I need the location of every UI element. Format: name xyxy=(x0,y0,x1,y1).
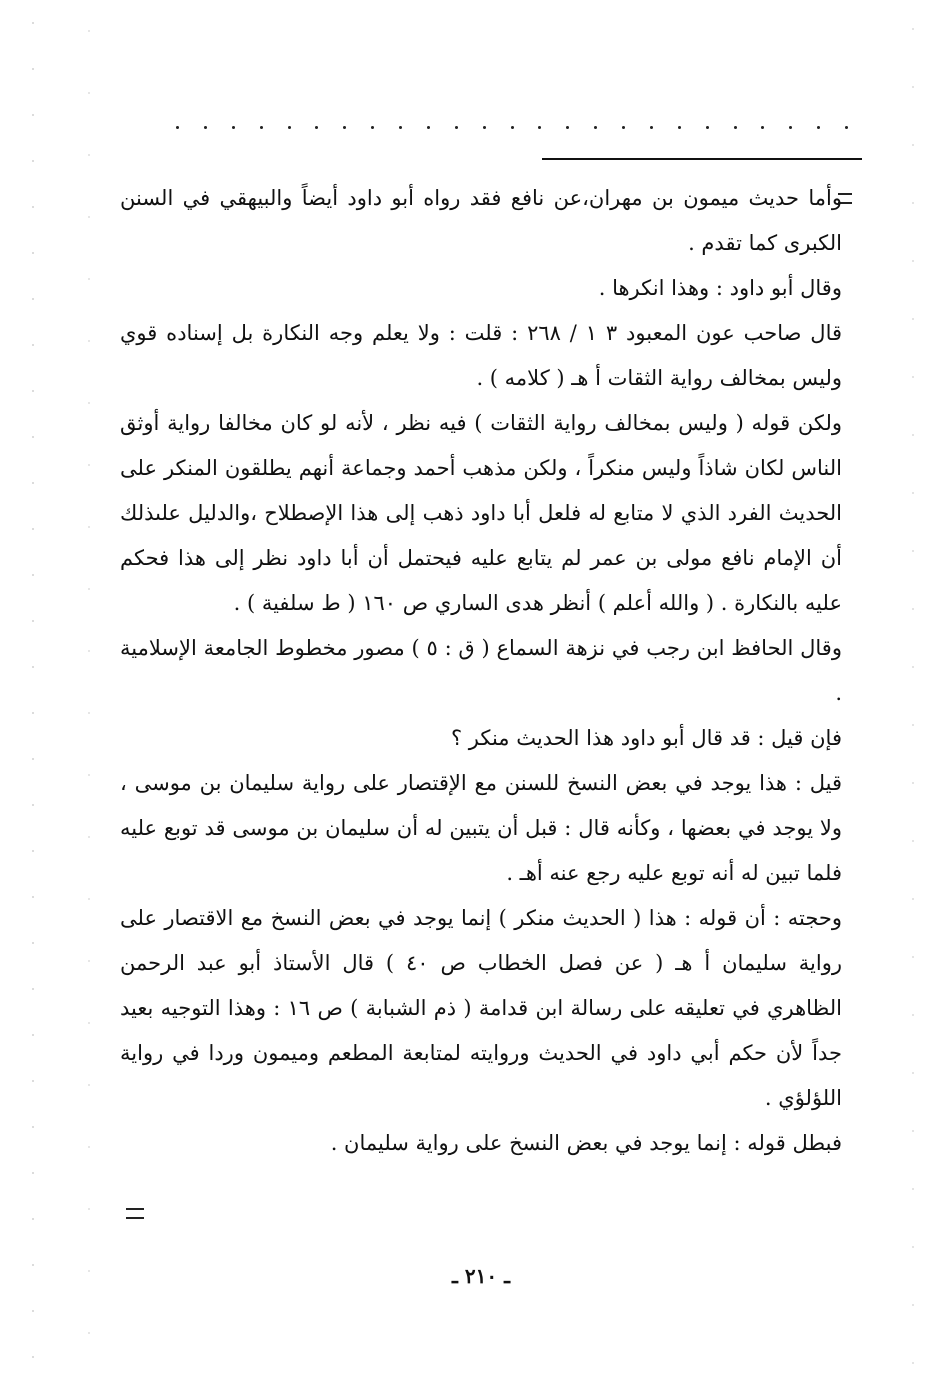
separator-dot xyxy=(399,126,402,129)
separator-dot xyxy=(232,126,235,129)
continuation-mark-bottom xyxy=(126,1208,144,1219)
separator-dot xyxy=(678,126,681,129)
paragraph-abu-dawud-statement: وقال أبو داود : وهذا انكرها . xyxy=(598,276,842,300)
separator-dot xyxy=(455,126,458,129)
footnote-rule xyxy=(542,158,862,160)
separator-dot xyxy=(511,126,514,129)
paragraph-ibn-rajab: وقال الحافظ ابن رجب في نزهة السماع ( ق : ٥ ) مصور مخطوط الجامعة الإسلامية . xyxy=(120,636,842,705)
separator-dot xyxy=(538,126,541,129)
separator-dot xyxy=(817,126,820,129)
separator-dot xyxy=(260,126,263,129)
separator-dot xyxy=(204,126,207,129)
separator-dot xyxy=(650,126,653,129)
separator-dot xyxy=(622,126,625,129)
separator-dot xyxy=(427,126,430,129)
separator-dot xyxy=(734,126,737,129)
separator-dot xyxy=(594,126,597,129)
paragraph-argument: وحجته : أن قوله : هذا ( الحديث منكر ) إنما يوجد في بعض النسخ مع الاقتصار على رواية سليمان أ هـ ( عن فصل الخطاب ص ٤٠ ) قال الأستاذ أبو عبد الرحمن الظاهري في تعليقه على رسالة ابن قدامة ( ذم الشبابة ) ص ١٦ : وهذا التوجيه بعيد جداً لأن حكم أبي داود في الحديث وروايته لمتابعة المطعم وميمون وردا في رواية اللؤلؤي . xyxy=(120,906,843,1110)
separator-dot xyxy=(483,126,486,129)
paragraph-critique: ولكن قوله ( وليس بمخالف رواية الثقات ) فيه نظر ، لأنه لو كان مخالفا رواية أوثق الناس لكان شاذاً وليس منكراً ، ولكن مذهب أحمد وجماعة أنهم يطلقون المنكر على الحديث الفرد الذي لا متابع له فلعل أبا داود ذهب إلى هذا الإصطلاح ،والدليل علىذلك أن الإمام نافع مولى بن عمر لم يتابع عليه فيحتمل أن أبا داود نظر إلى هذا فحكم عليه بالنكارة . ( والله أعلم ) أنظر هدى الساري ص ١٦٠ ( ط سلفية ) . xyxy=(120,411,842,615)
footnote-text-block xyxy=(120,176,842,1166)
separator-dot xyxy=(789,126,792,129)
separator-dot xyxy=(176,126,179,129)
separator-dot xyxy=(343,126,346,129)
dotted-separator xyxy=(176,122,848,132)
scan-speckle-left xyxy=(32,0,34,1376)
scan-speckle-right xyxy=(912,0,914,1376)
paragraph-maymun-hadith: وأما حديث ميمون بن مهران،عن نافع فقد رواه أبو داود أيضاً والبيهقي في السنن الكبرى كما تقدم . xyxy=(120,186,842,255)
paragraph-question: فإن قيل : قد قال أبو داود هذا الحديث منكر ؟ xyxy=(450,726,842,750)
separator-dot xyxy=(371,126,374,129)
separator-dot xyxy=(845,126,848,129)
separator-dot xyxy=(706,126,709,129)
paragraph-conclusion: فبطل قوله : إنما يوجد في بعض النسخ على رواية سليمان . xyxy=(330,1131,842,1155)
paragraph-awn-al-mabud: قال صاحب عون المعبود ۳ ۱ / ۲٦۸ : قلت : ولا يعلم وجه النكارة بل إسناده قوي وليس بمخالف رواية الثقات أ هـ ( كلامه ) . xyxy=(120,321,843,390)
separator-dot xyxy=(761,126,764,129)
separator-dot xyxy=(566,126,569,129)
paragraph-answer: قيل : هذا يوجد في بعض النسخ للسنن مع الإقتصار على رواية سليمان بن موسى ، ولا يوجد في بعضها ، وكأنه قال : قبل أن يتبين له أن سليمان بن موسى قد توبع عليه فلما تبين له أنه توبع عليه رجع عنه أهـ . xyxy=(120,771,842,885)
separator-dot xyxy=(315,126,318,129)
separator-dot xyxy=(288,126,291,129)
page-number: ـ ٢١٠ ـ xyxy=(452,1264,510,1288)
scan-speckle-left-inner xyxy=(88,0,90,1376)
